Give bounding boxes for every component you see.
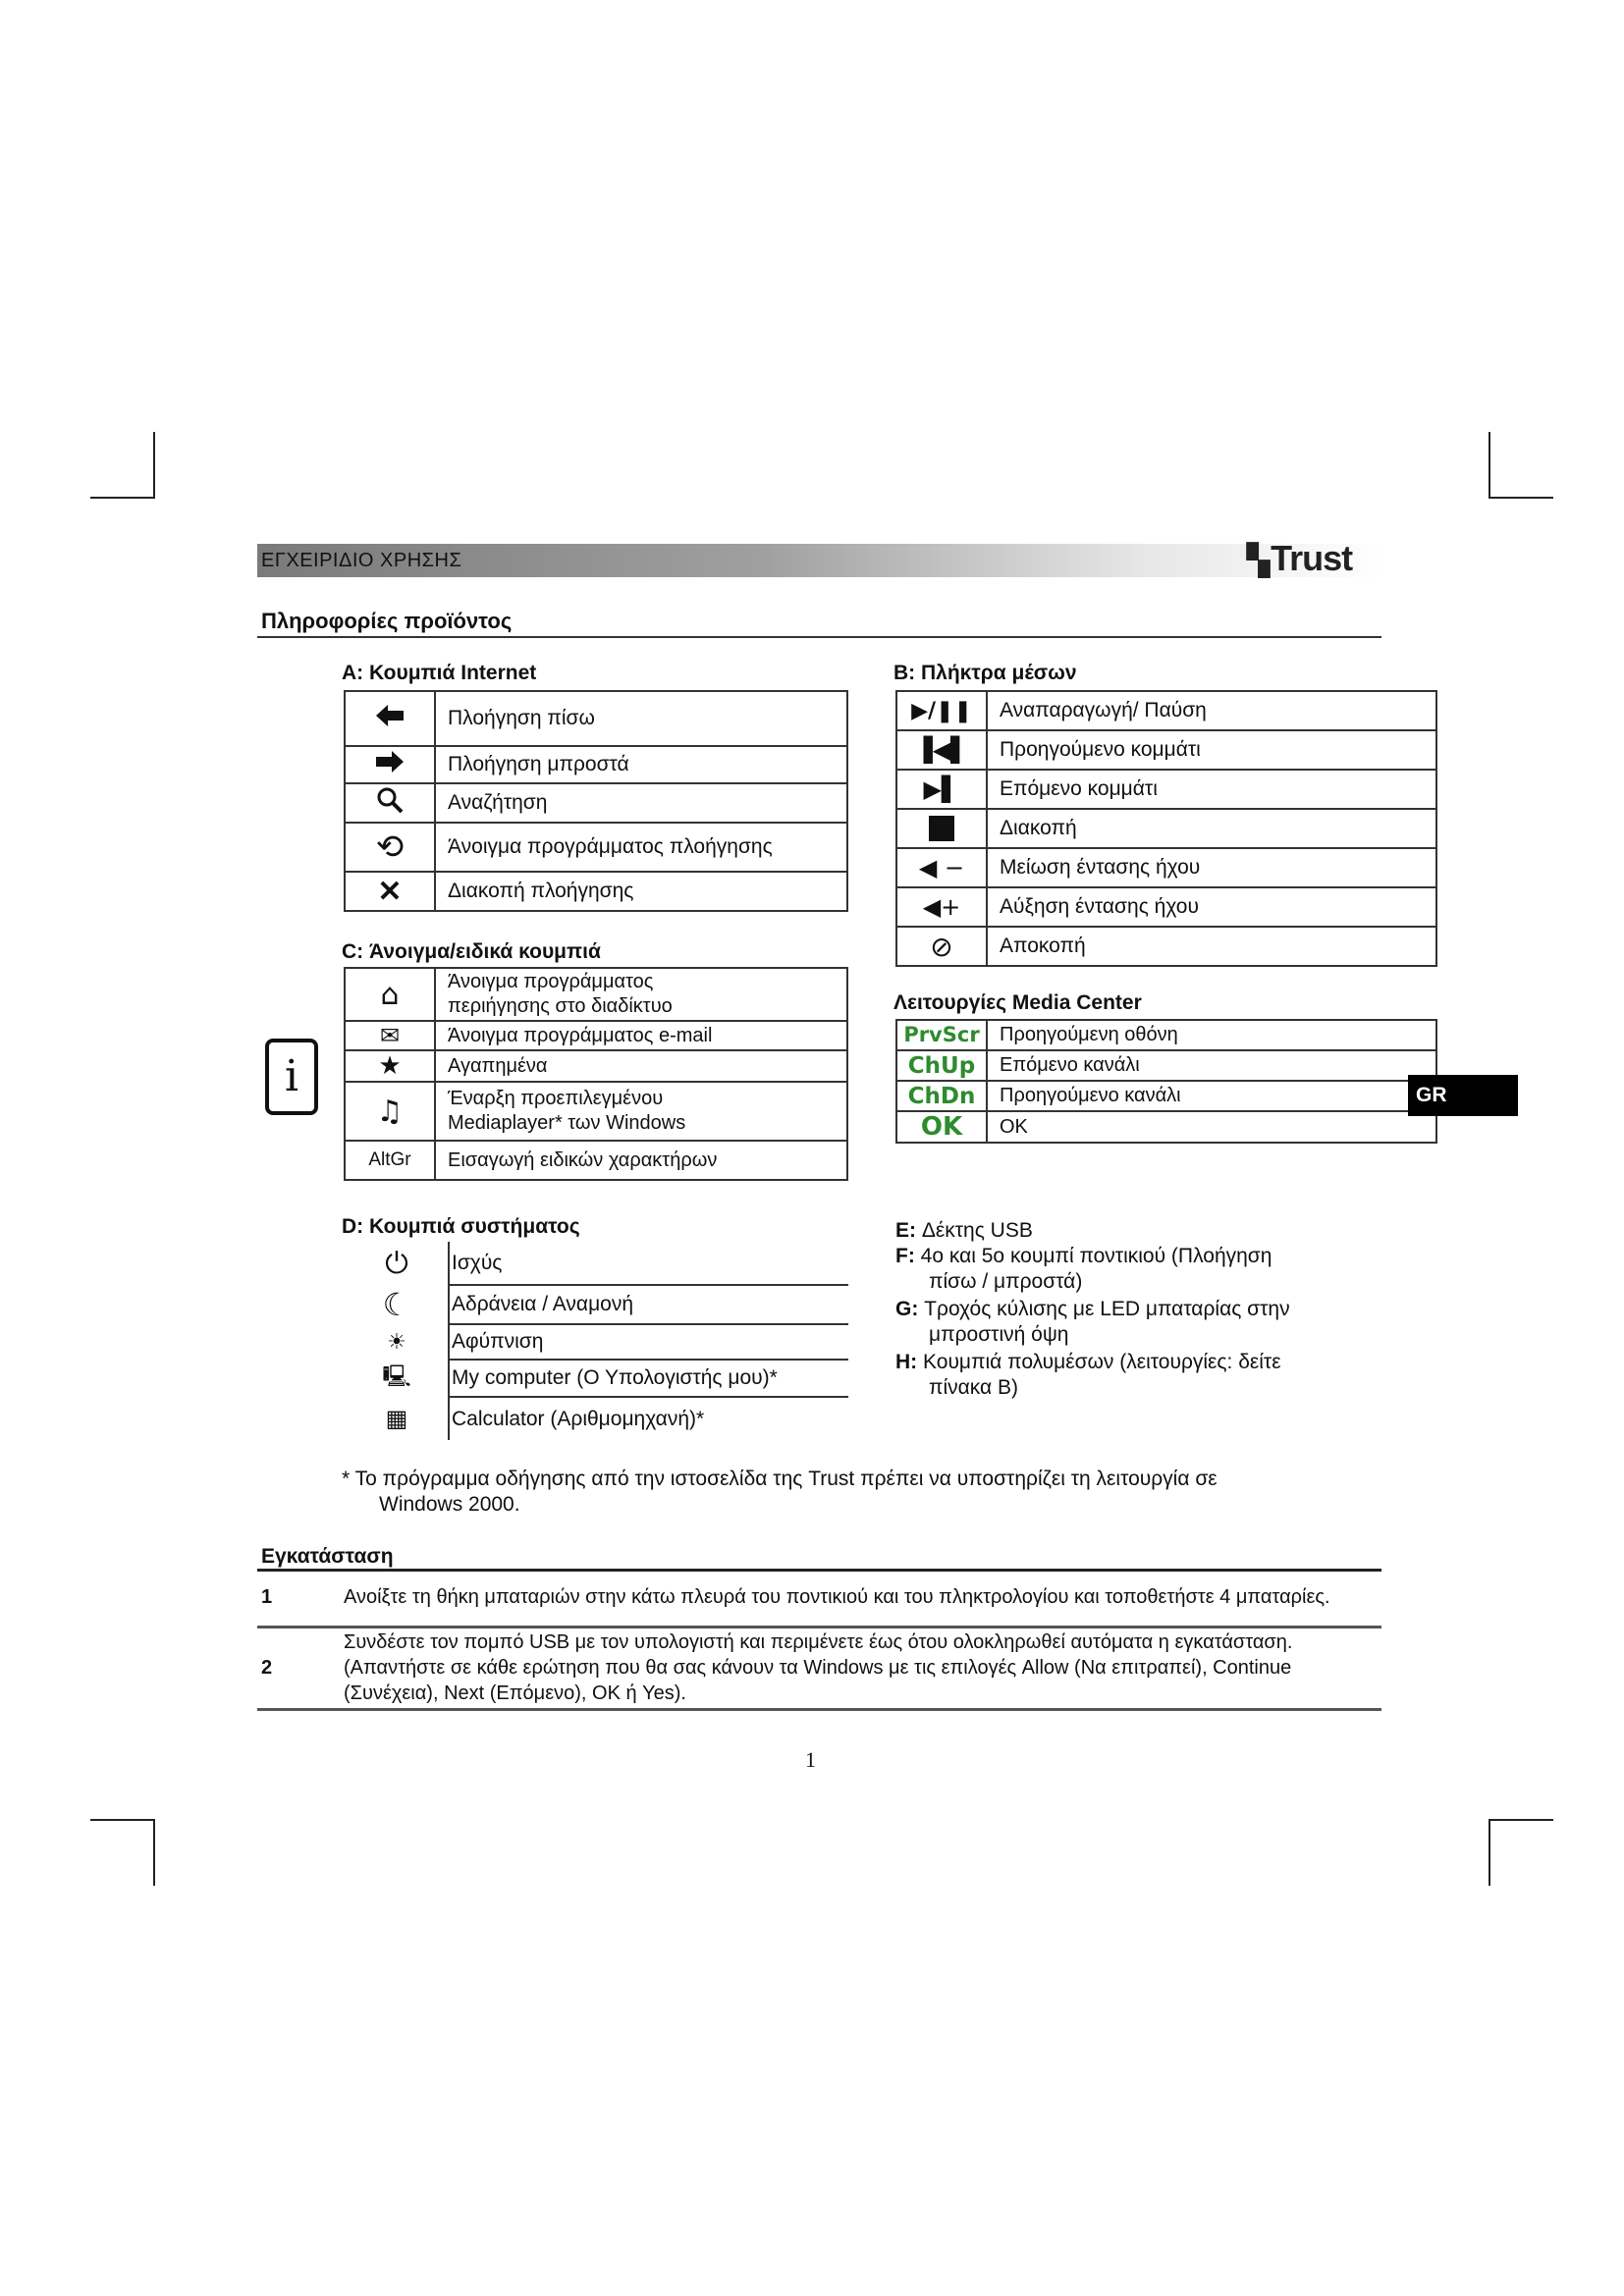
language-tab: GR: [1408, 1075, 1518, 1116]
table-mc-title: Λειτουργίες Media Center: [893, 991, 1142, 1014]
part-h-cont: πίνακα B): [929, 1376, 1019, 1399]
part-text: Τροχός κύλισης με LED μπαταρίας στην: [924, 1298, 1290, 1320]
part-g-cont: μπροστινή όψη: [929, 1323, 1069, 1346]
search-icon: [345, 783, 435, 823]
power-icon: ⏻: [346, 1242, 449, 1285]
table-a-label: Άνοιγμα προγράμματος πλοήγησης: [435, 823, 847, 872]
part-g: [895, 1298, 1290, 1321]
play-pause-icon: ▶/❚❚: [896, 691, 987, 730]
table-b-label: Επόμενο κομμάτι: [987, 770, 1436, 809]
step-text: Ανοίξτε τη θήκη μπαταριών στην κάτω πλευρά του ποντικιού και του πληκτρολογίου και τοποθετήστε 4 μπαταρίες.: [344, 1586, 1330, 1609]
table-mc-label: OK: [987, 1111, 1436, 1143]
table-a-label: Πλοήγηση πίσω: [435, 691, 847, 746]
table-a-label: Αναζήτηση: [435, 783, 847, 823]
star-icon: ★: [345, 1050, 435, 1082]
previous-track-icon: ▐◀▌: [896, 730, 987, 770]
volume-down-icon: ◀ −: [896, 848, 987, 887]
table-b-label: Αύξηση έντασης ήχου: [987, 887, 1436, 927]
table-c-title: C: Άνοιγμα/ειδικά κουμπιά: [342, 940, 601, 963]
table-a: [344, 690, 848, 912]
part-letter: G:: [895, 1298, 919, 1320]
next-track-icon: ▶▌: [896, 770, 987, 809]
table-d-label: My computer (Ο Υπολογιστής μου)*: [449, 1360, 848, 1397]
chup-key: [896, 1050, 987, 1081]
table-d-title: D: Κουμπιά συστήματος: [342, 1215, 580, 1238]
table-c-label: Αγαπημένα: [435, 1050, 847, 1082]
table-c: [344, 967, 848, 1181]
altgr-key: AltGr: [345, 1141, 435, 1180]
table-a-title: A: Κουμπιά Internet: [342, 662, 537, 684]
info-icon: i: [265, 1039, 318, 1115]
calculator-icon: ▦: [346, 1397, 449, 1440]
crop-mark-bottom-left-h: [90, 1819, 155, 1821]
table-b-label: Μείωση έντασης ήχου: [987, 848, 1436, 887]
table-b-label: Προηγούμενο κομμάτι: [987, 730, 1436, 770]
installation-title: Εγκατάσταση: [261, 1545, 394, 1568]
part-text: Δέκτης USB: [921, 1219, 1033, 1242]
table-media-center: [895, 1019, 1437, 1144]
step-text: Συνδέστε τον πομπό USB με τον υπολογιστή και περιμένετε έως ότου ολοκληρωθεί αυτόματα η εγκατάσταση. (Απαντήστε σε κάθε ερώτηση που θα σας κάνουν τα Windows με τις επιλογές Allow (Να επιτραπεί), Continue (Συνέχεια), Next (Επόμενο), OK ή Yes).: [344, 1631, 1293, 1704]
wake-sun-icon: ☀: [346, 1324, 449, 1360]
table-d: [346, 1242, 848, 1440]
footnote-line2: Windows 2000.: [379, 1493, 520, 1516]
table-b: [895, 690, 1437, 967]
crop-mark-bottom-left-v: [153, 1819, 155, 1886]
chdn-key: [896, 1081, 987, 1111]
table-c-label: Εισαγωγή ειδικών χαρακτήρων: [435, 1141, 847, 1180]
table-c-label-line1: Έναρξη προεπιλεγμένου: [448, 1088, 664, 1109]
part-letter: E:: [895, 1219, 916, 1242]
table-d-label: Αφύπνιση: [449, 1324, 848, 1360]
prvscr-key: [896, 1020, 987, 1050]
crop-mark-bottom-right-v: [1489, 1819, 1490, 1886]
crop-mark-top-left-h: [90, 497, 155, 499]
trust-logo-icon: ▚: [1247, 545, 1270, 577]
section-divider: [257, 636, 1381, 638]
table-b-title: B: Πλήκτρα μέσων: [893, 662, 1077, 684]
part-text: Κουμπιά πολυμέσων (λειτουργίες: δείτε: [923, 1351, 1281, 1373]
part-letter: F:: [895, 1245, 915, 1267]
mute-icon: ⊘: [896, 927, 987, 966]
part-text: 4ο και 5ο κουμπί ποντικιού (Πλοήγηση: [920, 1245, 1272, 1267]
part-f-cont: πίσω / μπροστά): [929, 1270, 1083, 1293]
ok-key: [896, 1111, 987, 1143]
crop-mark-top-right-h: [1489, 497, 1553, 499]
part-e: [895, 1219, 1033, 1243]
stop-icon: [896, 809, 987, 848]
part-letter: H:: [895, 1351, 918, 1373]
installation-table: [257, 1570, 1381, 1711]
table-mc-label: Επόμενο κανάλι: [987, 1050, 1436, 1081]
brand-logo: [1247, 538, 1352, 579]
part-f: [895, 1245, 1272, 1268]
table-c-label-line1: Άνοιγμα προγράμματος: [448, 971, 654, 992]
part-h: [895, 1351, 1281, 1374]
table-c-label: [435, 1082, 847, 1141]
crop-mark-top-right-v: [1489, 432, 1490, 499]
table-c-label: Άνοιγμα προγράμματος e-mail: [435, 1021, 847, 1050]
chup-key-label: ChUp: [907, 1052, 976, 1079]
table-mc-label: Προηγούμενη οθόνη: [987, 1020, 1436, 1050]
close-icon: ✕: [345, 872, 435, 911]
email-icon: ✉: [345, 1021, 435, 1050]
arrow-right-icon: [345, 746, 435, 783]
my-computer-icon: 🖳: [346, 1360, 449, 1397]
arrow-left-icon: [345, 691, 435, 746]
table-b-label: Αναπαραγωγή/ Παύση: [987, 691, 1436, 730]
table-c-label: [435, 968, 847, 1021]
table-mc-label: Προηγούμενο κανάλι: [987, 1081, 1436, 1111]
music-note-icon: ♫: [345, 1082, 435, 1141]
table-b-label: Διακοπή: [987, 809, 1436, 848]
table-c-label-line2: περιήγησης στο διαδίκτυο: [448, 995, 673, 1017]
table-d-label: Ισχύς: [449, 1242, 848, 1285]
footnote: [342, 1467, 1324, 1518]
crop-mark-bottom-right-h: [1489, 1819, 1553, 1821]
chdn-key-label: ChDn: [907, 1083, 976, 1109]
sleep-moon-icon: ☾: [346, 1285, 449, 1324]
crop-mark-top-left-v: [153, 432, 155, 499]
brand-name: Trust: [1271, 538, 1353, 578]
prvscr-key-label: PrvScr: [903, 1023, 980, 1046]
table-a-label: Διακοπή πλοήγησης: [435, 872, 847, 911]
ok-key-label: OK: [920, 1112, 963, 1142]
table-a-label: Πλοήγηση μπροστά: [435, 746, 847, 783]
volume-up-icon: ◀+: [896, 887, 987, 927]
page-number: 1: [805, 1747, 816, 1772]
table-b-label: Αποκοπή: [987, 927, 1436, 966]
home-icon: ⌂: [345, 968, 435, 1021]
section-title: Πληροφορίες προϊόντος: [261, 609, 513, 633]
table-d-label: Calculator (Αριθμομηχανή)*: [452, 1407, 705, 1430]
table-d-label: Αδράνεια / Αναμονή: [449, 1285, 848, 1324]
refresh-icon: ⟲: [345, 823, 435, 872]
footnote-line1: * Το πρόγραμμα οδήγησης από την ιστοσελίδα της Trust πρέπει να υποστηρίζει τη λειτουργία σε: [342, 1468, 1218, 1490]
step-number: 1: [261, 1586, 273, 1609]
step-number: 2: [261, 1657, 273, 1679]
table-c-label-line2: Mediaplayer* των Windows: [448, 1112, 686, 1134]
header-title: ΕΓΧΕΙΡΙΔΙΟ ΧΡΗΣΗΣ: [261, 550, 462, 571]
